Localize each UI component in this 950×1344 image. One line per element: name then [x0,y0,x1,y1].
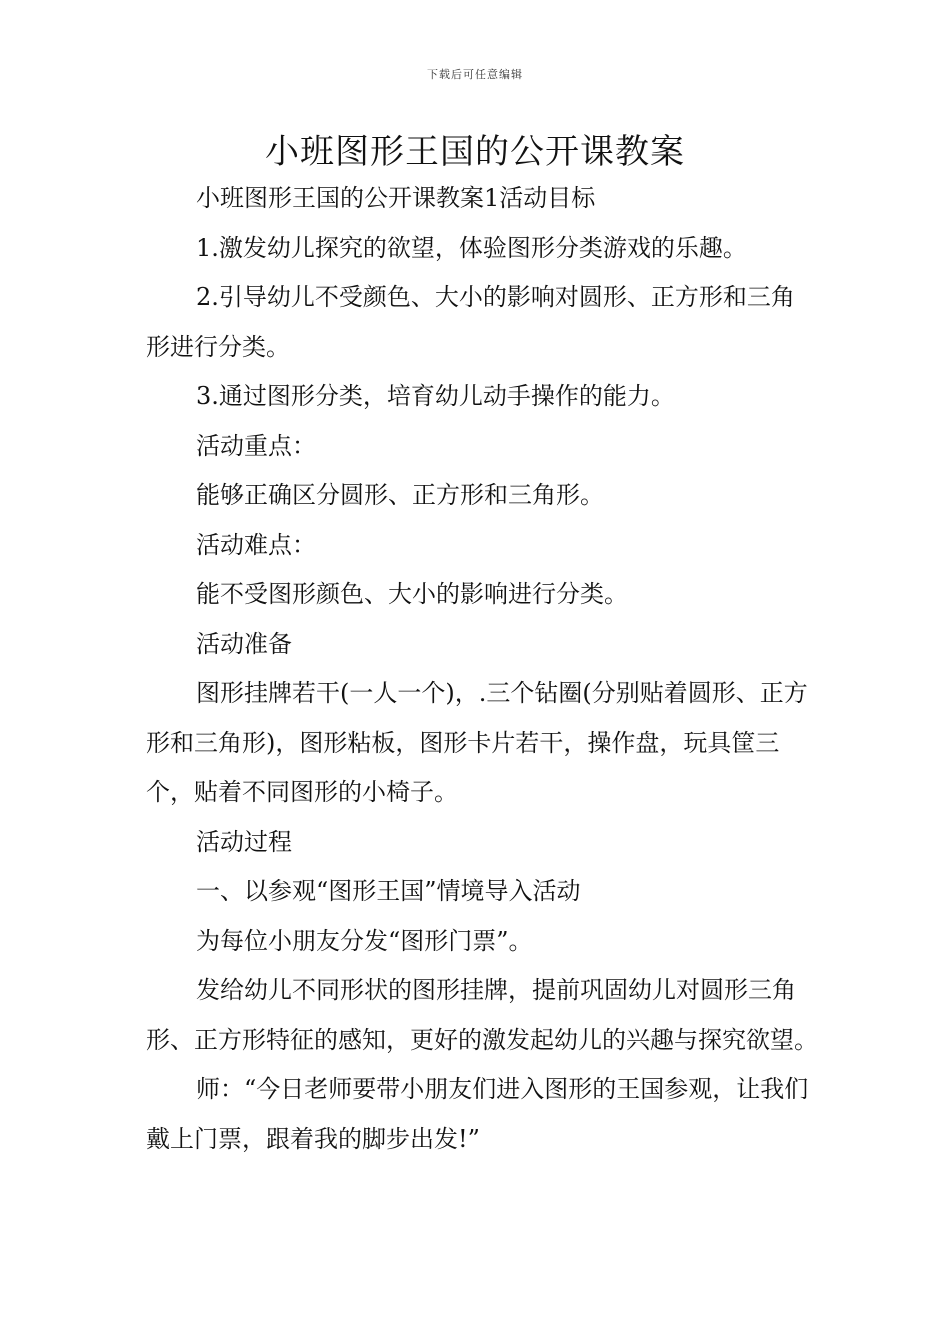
paragraph-intro: 小班图形王国的公开课教案1活动目标 [196,184,596,212]
document-body [146,174,818,1164]
paragraph-goal-2: 2.引导幼儿不受颜色、大小的影响对圆形、正方形和三角形进行分类。 [146,283,795,361]
paragraph-teacher-quote: 师：“今日老师要带小朋友们进入图形的王国参观，让我们戴上门票，跟着我的脚步出发!” [146,1075,809,1153]
page-header-note: 下载后可任意编辑 [427,68,523,81]
heading-difficulties: 活动难点： [196,530,316,559]
document-title: 小班图形王国的公开课教案 [265,132,685,172]
paragraph-goal-1: 1.激发幼儿探究的欲望，体验图形分类游戏的乐趣。 [196,233,747,262]
heading-key-points: 活动重点： [196,431,316,460]
paragraph-tickets: 为每位小朋友分发“图形门票”。 [196,926,533,955]
paragraph-preparation: 图形挂牌若干(一人一个)，.三个钻圈(分别贴着圆形、正方形和三角形)，图形粘板，图形卡片若干，操作盘，玩具筐三个，贴着不同图形的小椅子。 [146,679,808,806]
paragraph-key-points: 能够正确区分圆形、正方形和三角形。 [196,481,604,509]
heading-preparation: 活动准备 [196,629,292,658]
paragraph-badges: 发给幼儿不同形状的图形挂牌，提前巩固幼儿对圆形三角形、正方形特征的感知，更好的激发起幼儿的兴趣与探究欲望。 [146,976,818,1054]
paragraph-difficulties: 能不受图形颜色、大小的影响进行分类。 [196,580,628,608]
heading-process: 活动过程 [196,827,292,856]
paragraph-goal-3: 3.通过图形分类，培育幼儿动手操作的能力。 [196,382,675,410]
paragraph-process-step-1: 一、以参观“图形王国”情境导入活动 [196,877,581,905]
